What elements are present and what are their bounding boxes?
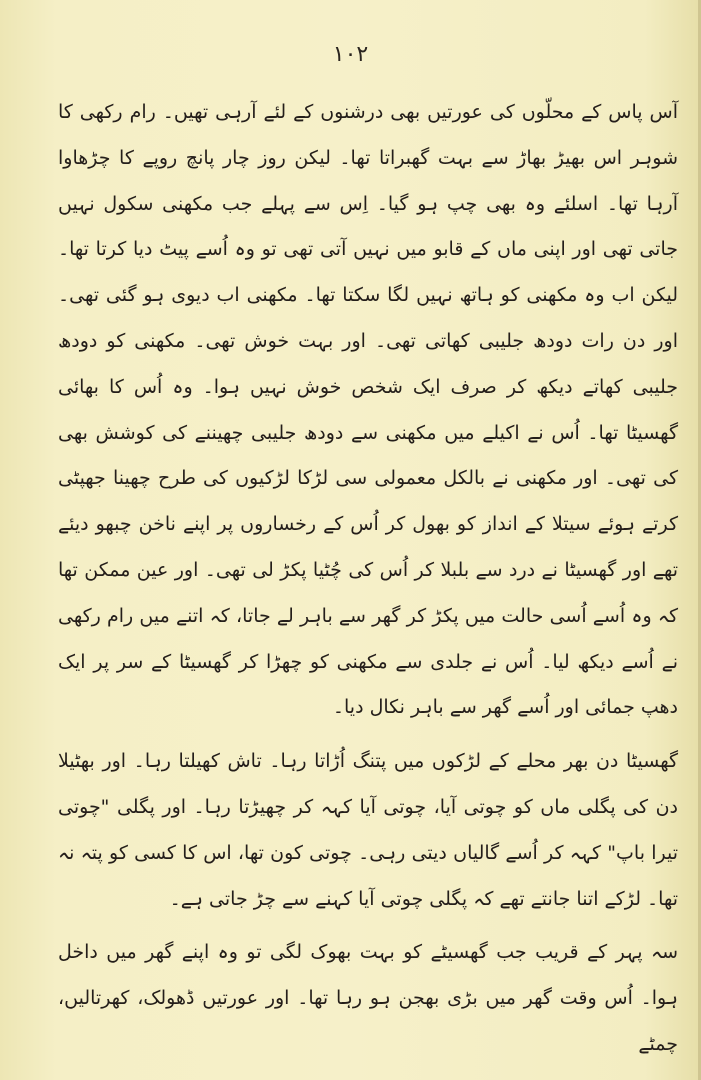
page-number: ۱۰۲ [332,42,369,67]
page-body [58,90,678,1068]
paragraph-1: آس پاس کے محلّوں کی عورتیں بھی درشنوں کے لئے آرہی تھیں۔ رام رکھی کا شوہر اس بھیڑ بھاڑ سے بہت گھبراتا تھا۔ لیکن روز چار پانچ روپے کا چڑھاوا آرہا تھا۔ اسلئے وہ بھی چپ ہو گیا۔ اِس سے پہلے جب مکھنی سکول نہیں جاتی تھی اور اپنی ماں کے قابو میں نہیں آتی تھی تو وہ اُسے پیٹ دیا کرتا تھا۔ لیکن اب وہ مکھنی کو ہاتھ نہیں لگا سکتا تھا۔ مکھنی اب دیوی ہو گئی تھی۔ اور دن رات دودھ جلیبی کھاتی تھی۔ اور بہت خوش تھی۔ مکھنی کو دودھ جلیبی کھاتے دیکھ کر صرف ایک شخص خوش نہیں ہوا۔ وہ اُس کا بھائی گھسیٹا تھا۔ اُس نے اکیلے میں مکھنی سے دودھ جلیبی چھیننے کی کوشش بھی کی تھی۔ اور مکھنی نے بالکل معمولی سی لڑکا لڑکیوں کی طرح چھینا جھپٹی کرتے ہوئے سیتلا کے انداز کو بھول کر اُس کے رخساروں پر اپنے ناخن چبھو دیئے تھے اور گھسیٹا نے درد سے بلبلا کر اُس کی چُٹیا پکڑ لی تھی۔ اور عین ممکن تھا کہ وہ اُسے اُسی حالت میں پکڑ کر گھر سے باہر لے جاتا، کہ اتنے میں رام رکھی نے اُسے دیکھ لیا۔ اُس نے جلدی سے مکھنی کو چھڑا کر گھسیٹا کے سر پر ایک دھپ جمائی اور اُسے گھر سے باہر نکال دیا۔ [58,101,678,719]
paragraph-2: گھسیٹا دن بھر محلے کے لڑکوں میں پتنگ اُڑاتا رہا۔ تاش کھیلتا رہا۔ اور بھٹیلا دن کی پگلی ماں کو چوتی آیا، چوتی آیا کہہ کر چھیڑتا رہا۔ اور پگلی "چوتی تیرا باپ" کہہ کر اُسے گالیاں دیتی رہی۔ چوتی کون تھا، اس کا کسی کو پتہ نہ تھا۔ لڑکے اتنا جانتے تھے کہ پگلی چوتی آیا کہنے سے چڑ جاتی ہے۔ [58,750,678,910]
paragraph-3: سہ پہر کے قریب جب گھسیٹے کو بہت بھوک لگی تو وہ اپنے گھر میں داخل ہوا۔ اُس وقت گھر میں بڑی بھجن ہو رہا تھا۔ اور عورتیں ڈھولک، کھرتالیں، چمٹے [58,941,678,1055]
